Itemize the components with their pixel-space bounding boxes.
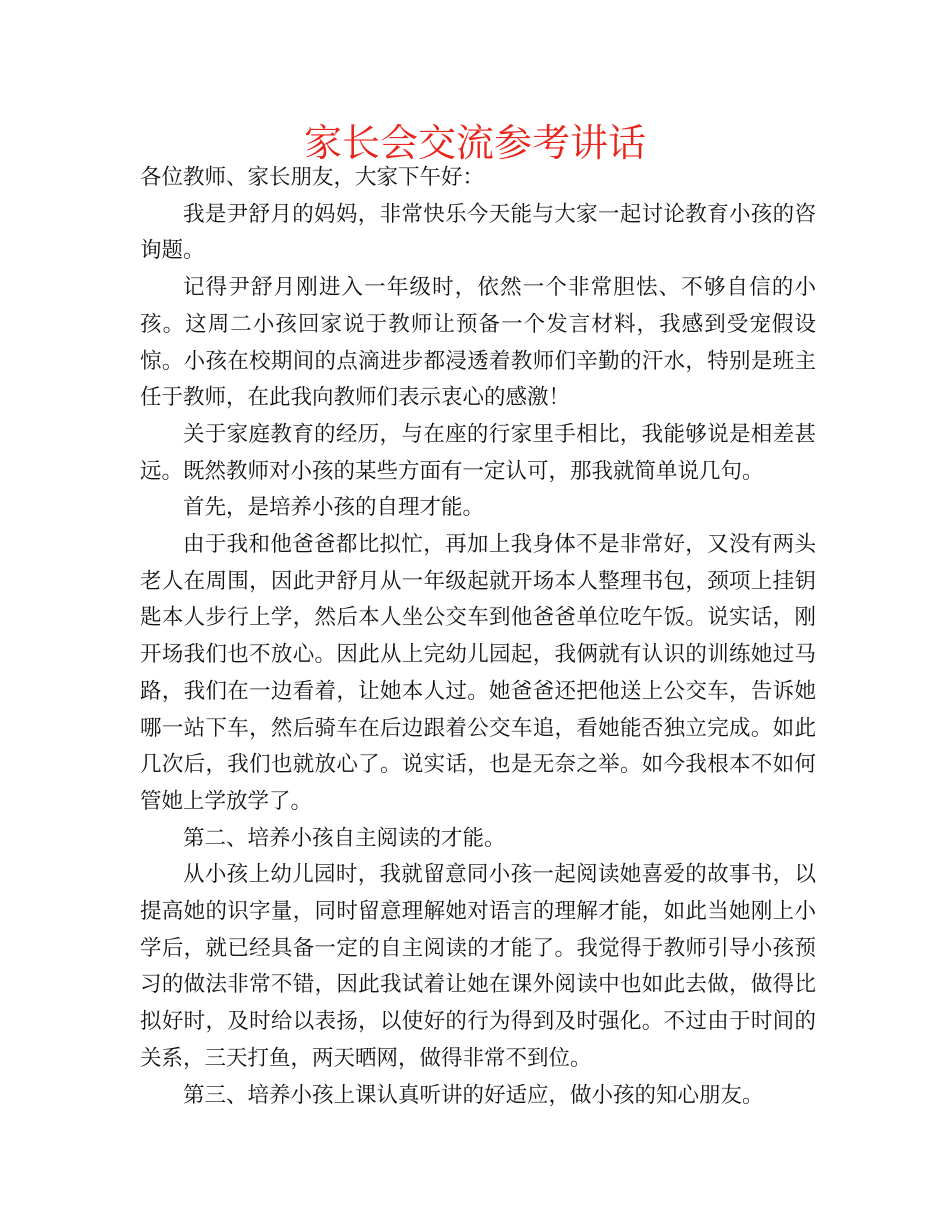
paragraph: 从小孩上幼儿园时，我就留意同小孩一起阅读她喜爱的故事书，以提高她的识字量，同时留意理解她对语言的理解才能，如此当她刚上小学后，就已经具备一定的自主阅读的才能了。我觉得于教师引导小孩预习的做法非常不错，因此我试着让她在课外阅读中也如此去做，做得比拟好时，及时给以表扬，以使好的行为得到及时强化。不过由于时间的关系，三天打鱼，两天晒网，做得非常不到位。 [140,862,816,1071]
paragraph: 我是尹舒月的妈妈，非常快乐今天能与大家一起讨论教育小孩的咨询题。 [140,201,816,264]
section-heading: 首先，是培养小孩的自理才能。 [183,495,485,521]
paragraph: 记得尹舒月刚进入一年级时，依然一个非常胆怯、不够自信的小孩。这周二小孩回家说于教师让预备一个发言材料，我感到受宠假设惊。小孩在校期间的点滴进步都浸透着教师们辛勤的汗水，特别是班主任于教师，在此我向教师们表示衷心的感激！ [140,275,816,411]
section-heading: 第二、培养小孩自主阅读的才能。 [183,825,506,851]
paragraph: 由于我和他爸爸都比拟忙，再加上我身体不是非常好，又没有两头老人在周围，因此尹舒月从一年级起就开场本人整理书包，颈项上挂钥匙本人步行上学，然后本人坐公交车到他爸爸单位吃午饭。说实话，刚开场我们也不放心。因此从上完幼儿园起，我俩就有认识的训练她过马路，我们在一边看着，让她本人过。她爸爸还把他送上公交车，告诉她哪一站下车，然后骑车在后边跟着公交车追，看她能否独立完成。如此几次后，我们也就放心了。说实话，也是无奈之举。如今我根本不如何管她上学放学了。 [140,532,816,814]
document-body [140,160,816,1114]
document-title: 家长会交流参考讲话 [303,121,646,165]
greeting-paragraph: 各位教师、家长朋友，大家下午好： [140,165,485,190]
paragraph: 关于家庭教育的经历，与在座的行家里手相比，我能够说是相差甚远。既然教师对小孩的某些方面有一定认可，那我就简单说几句。 [140,421,816,484]
section-heading: 第三、培养小孩上课认真听讲的好适应，做小孩的知心朋友。 [183,1082,764,1108]
